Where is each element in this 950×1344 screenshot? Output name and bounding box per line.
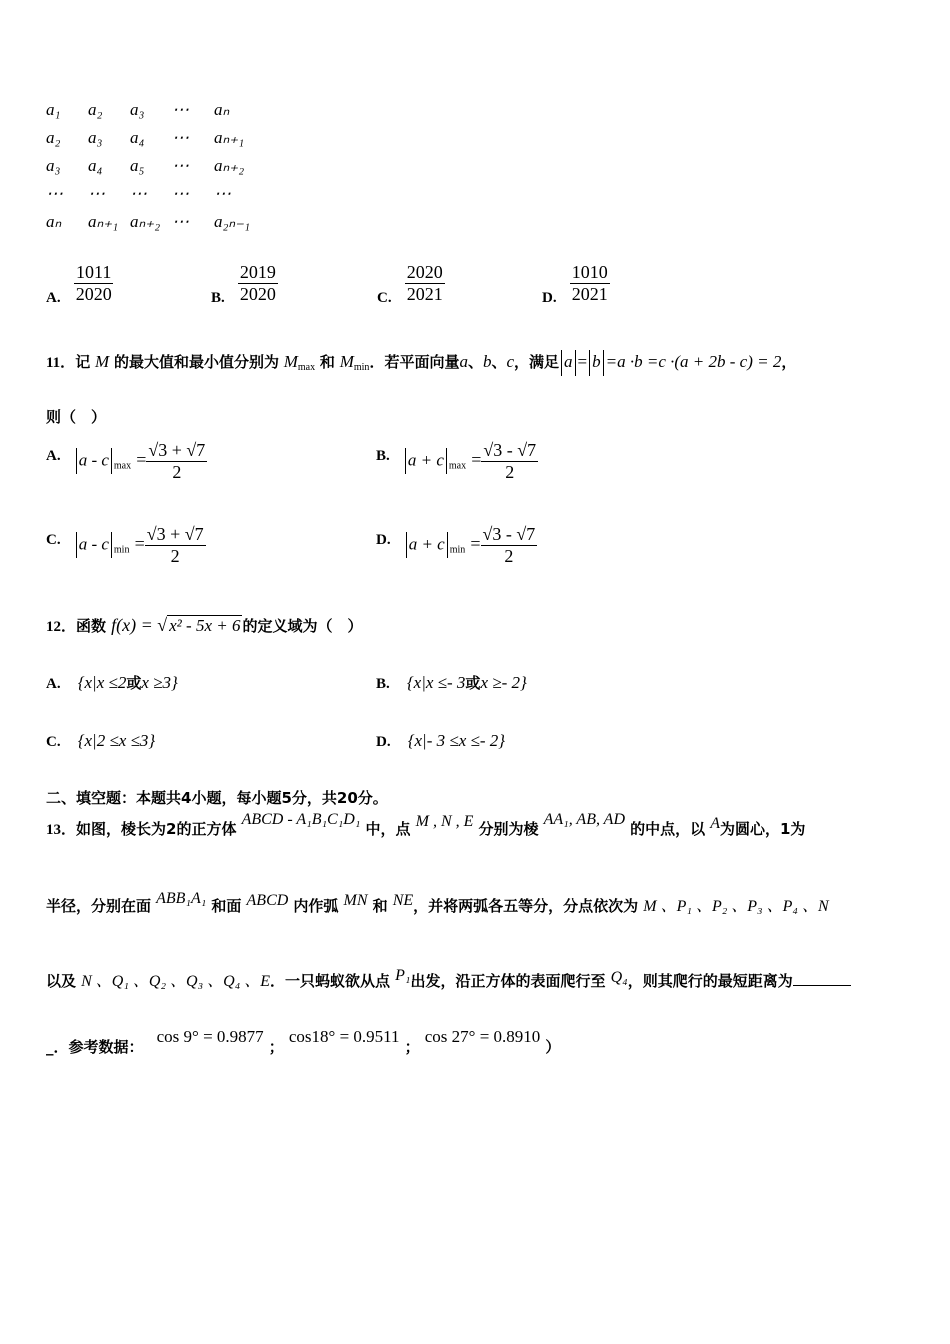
matrix-cell: a₂ [88,100,103,119]
matrix-cell: a₃ [88,128,103,147]
q11-stem-line2: 则（ ） [46,408,107,426]
fraction: $\frac{√3 + √7}{2}$ [146,524,204,566]
q12-option-b[interactable]: B. {x|x ≤- 3或x ≥- 2} [376,673,527,692]
q10-option-d[interactable]: D. $\frac{1010}{2021}$ [542,262,608,306]
fraction: $\frac{√3 - √7}{2}$ [483,440,537,482]
q10-option-a[interactable]: A. $\frac{1011}{2020}$ [46,262,112,306]
matrix-cell: aₙ₊₁ [88,212,119,231]
sequence-matrix [46,96,256,236]
q10-options [46,262,926,312]
q13-line3: 以及 N 、Q₁ 、Q₂ 、Q₃ 、Q₄ 、E．一只蚂蚁欲从点 P₁出发，沿正方体的表面爬行至 Q₄，则其爬行的最短距离为 [46,968,851,991]
matrix-cell: ⋯ [172,184,189,203]
fraction: $\frac{1011}{2020}$ [75,262,112,304]
fraction: $\frac{1010}{2021}$ [571,262,608,304]
matrix-cell: ⋯ [46,184,63,203]
fraction: $\frac{√3 - √7}{2}$ [482,524,536,566]
matrix-cell: a₃ [130,100,145,119]
matrix-row [46,180,256,208]
matrix-cell: ⋯ [172,212,189,231]
matrix-cell: ⋯ [130,184,147,203]
matrix-cell: a₄ [130,128,145,147]
matrix-row [46,96,256,124]
matrix-cell: aₙ [214,100,230,119]
q11-option-b[interactable]: B. a + c $_{max}$ = $\frac{√3 - √7}{2}$ [376,440,537,482]
q11-option-a[interactable]: A. a - c $_{max}$ = $\frac{√3 + √7}{2}$ [46,440,206,482]
matrix-row [46,152,256,180]
q12-stem: 12．函数 f(x) = √ x² - 5x + 6 的定义域为（ ） [46,615,363,635]
matrix-cell: a₅ [130,156,145,175]
q11-stem-line1: 11．记 M 的最大值和最小值分别为 $M_{max}$ 和 $M_{min}$．若平面向量a、b、c，满足 a = b =a ·b =c ·(a + 2b - c) = 2， [46,350,796,376]
answer-blank[interactable] [793,985,851,986]
q13-line1: 13．如图，棱长为2的正方体 ABCD - A₁B₁C₁D₁ 中，点 M , N , E 分别为棱 AA₁, AB, AD 的中点，以 A为圆心，1为 [46,811,806,838]
q10-option-c[interactable]: C. $\frac{2020}{2021}$ [377,262,443,306]
matrix-cell: ⋯ [172,156,189,175]
matrix-cell: a₂ₙ₋₁ [214,212,251,231]
matrix-cell: aₙ [46,212,62,231]
q13-line2: 半径，分别在面 ABB₁A₁ 和面 ABCD 内作弧 MN 和 NE，并将两弧各五等分，分点依次为 M 、P₁ 、P₂ 、P₃ 、P₄ 、N [46,890,829,915]
matrix-row [46,208,256,236]
q13-line4: _．参考数据： cos 9° = 0.9877 ； cos18° = 0.9511 ； cos 27° = 0.8910 ） [46,1027,561,1056]
fraction: $\frac{2019}{2020}$ [239,262,276,304]
q12-option-d[interactable]: D. {x|- 3 ≤x ≤- 2} [376,731,506,750]
matrix-cell: ⋯ [88,184,105,203]
matrix-cell: ⋯ [172,100,189,119]
matrix-cell: ⋯ [172,128,189,147]
q12-option-a[interactable]: A. {x|x ≤2或x ≥3} [46,673,178,692]
matrix-cell: a₃ [46,156,61,175]
q11-condition: =a ·b =c ·(a + 2b - c) = 2 [605,352,782,371]
matrix-cell: a₄ [88,156,103,175]
matrix-row [46,124,256,152]
matrix-cell: ⋯ [214,184,231,203]
fraction: $\frac{2020}{2021}$ [406,262,443,304]
matrix-cell: aₙ₊₂ [214,156,245,175]
q11-option-d[interactable]: D. a + c $_{min}$ = $\frac{√3 - √7}{2}$ [376,524,536,566]
fraction: $\frac{√3 + √7}{2}$ [148,440,206,482]
q10-option-b[interactable]: B. $\frac{2019}{2020}$ [211,262,276,306]
matrix-cell: aₙ₊₂ [130,212,161,231]
matrix-cell: a₁ [46,100,61,119]
section-heading: 二、填空题：本题共4小题，每小题5分，共20分。 [46,789,388,807]
q11-option-c[interactable]: C. a - c $_{min}$ = $\frac{√3 + √7}{2}$ [46,524,204,566]
matrix-cell: a₂ [46,128,61,147]
q12-option-c[interactable]: C. {x|2 ≤x ≤3} [46,731,156,750]
matrix-cell: aₙ₊₁ [214,128,245,147]
